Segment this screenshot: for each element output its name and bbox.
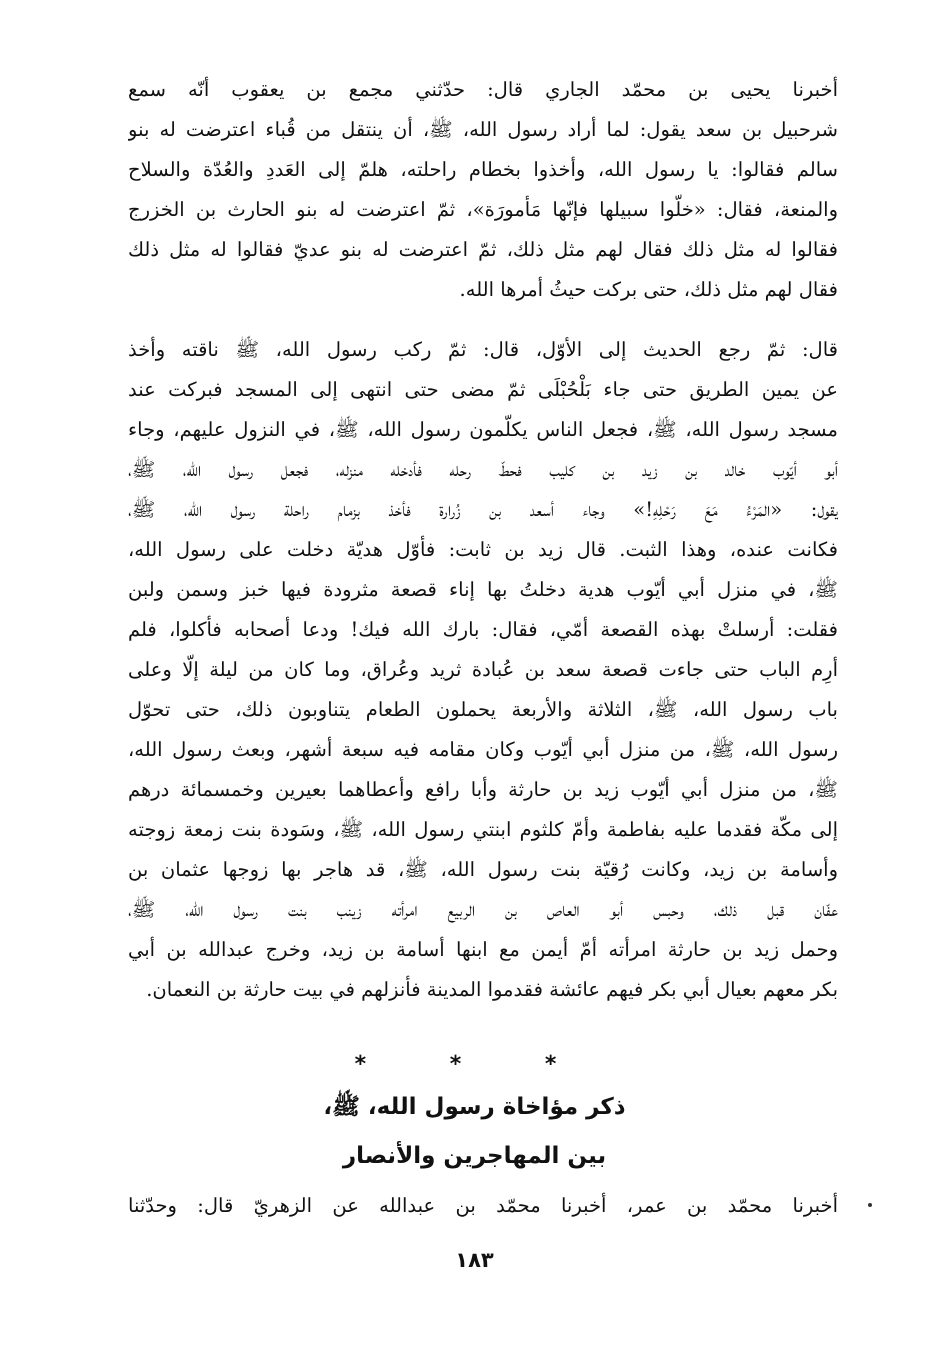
text-line: عن يمين الطريق حتى جاء بَلْحُبْلَى ثمّ مضى حتى انتهى إلى المسجد فبركت عند — [128, 378, 838, 401]
section-heading-line-2: بين المهاجرين والأنصار — [342, 1143, 607, 1169]
text-line: أبو أيّوب خالد بن زيد بن كليب فحطّ رحله فأدخله منزله، فجعل رسول الله، ﷺ، — [128, 458, 838, 481]
text-line: إلى مكّة فقدما عليه بفاطمة وأمّ كلثوم ابنتي رسول الله، ﷺ، وسَودة بنت زمعة زوجته — [128, 818, 838, 841]
paragraph-1 — [128, 70, 838, 310]
text-line: عفّان قبل ذلك، وحبس أبو العاص بن الربيع امرأته زينب بنت رسول الله، ﷺ، — [128, 898, 838, 921]
text-line: مسجد رسول الله، ﷺ، فجعل الناس يكلّمون رسول الله، ﷺ، في النزول عليهم، وجاء — [128, 418, 838, 441]
text-line: باب رسول الله، ﷺ، الثلاثة والأربعة يحملون الطعام يتناوبون ذلك، حتى تحوّل — [128, 698, 838, 721]
paragraph-2 — [128, 330, 838, 1010]
text-line: رسول الله، ﷺ، من منزل أبي أيّوب وكان مقامه فيه سبعة أشهر، وبعث رسول الله، — [128, 738, 838, 761]
page-number: ١٨٣ — [455, 1248, 494, 1272]
text-line: قال: ثمّ رجع الحديث إلى الأوّل، قال: ثمّ ركب رسول الله، ﷺ ناقته وأخذ — [128, 338, 838, 361]
section-heading-line-1: ذكر مؤاخاة رسول الله، ﷺ، — [323, 1094, 626, 1120]
text-line: أخبرنا يحيى بن محمّد الجاري قال: حدّثني مجمع بن يعقوب أنّه سمع — [128, 78, 838, 101]
text-line: وحمل زيد بن حارثة امرأته أمّ أيمن مع ابنها أسامة بن زيد، وخرج عبدالله بن أبي — [128, 938, 838, 961]
text-line: فقلت: أرسلتْ بهذه القصعة أمّي، فقال: بارك الله فيك! ودعا أصحابه فأكلوا، فلم — [128, 618, 838, 641]
text-line: ﷺ، في منزل أبي أيّوب هدية دخلتُ بها إناء قصعة مثرودة فيها خبز وسمن ولبن — [128, 578, 838, 601]
text-line: يقول: «المَرْءُ مَعَ رَحْلِهِ!» وجاء أسعد بن زُرارة فأخذ بزمام راحلة رسول الله، ﷺ، — [128, 498, 838, 521]
section-separator: * * * — [354, 1052, 595, 1077]
text-line: بكر معهم بعيال أبي بكر فيهم عائشة فقدموا المدينة فأنزلهم في بيت حارثة بن النعمان. — [146, 978, 838, 1001]
text-line: أخبرنا محمّد بن عمر، أخبرنا محمّد بن عبدالله عن الزهريّ قال: وحدّثنا — [128, 1194, 838, 1217]
text-line: فقالوا له مثل ذلك فقال لهم مثل ذلك، ثمّ اعترضت له بنو عديّ فقالوا له مثل ذلك — [128, 238, 838, 261]
text-line: فقال لهم مثل ذلك، حتى بركت حيثُ أمرها الله. — [459, 278, 838, 301]
text-line: أرِم الباب حتى جاءت قصعة سعد بن عُبادة ثريد وعُراق، وما كان من ليلة إلّا وعلى — [128, 658, 838, 681]
text-line: فكانت عنده، وهذا الثبت. قال زيد بن ثابت: فأوّل هديّة دخلت على رسول الله، — [128, 538, 838, 561]
text-line: والمنعة، فقال: «خلّوا سبيلها فإنّها مَأمورَة»، ثمّ اعترضت له بنو الحارث بن الخزرج — [128, 198, 838, 221]
margin-dot — [868, 1203, 872, 1207]
text-line: ﷺ، من منزل أبي أيّوب زيد بن حارثة وأبا رافع وأعطاهما بعيرين وخمسمائة درهم — [128, 778, 838, 801]
text-line: شرحبيل بن سعد يقول: لما أراد رسول الله، ﷺ، أن ينتقل من قُباء اعترضت له بنو — [128, 118, 838, 141]
text-line: وأسامة بن زيد، وكانت رُقيّة بنت رسول الله، ﷺ، قد هاجر بها زوجها عثمان بن — [128, 858, 838, 881]
text-line: سالم فقالوا: يا رسول الله، وأخذوا بخطام راحلته، هلمّ إلى العَددِ والعُدّة والسلاح — [128, 158, 838, 181]
paragraph-3 — [128, 1186, 838, 1226]
